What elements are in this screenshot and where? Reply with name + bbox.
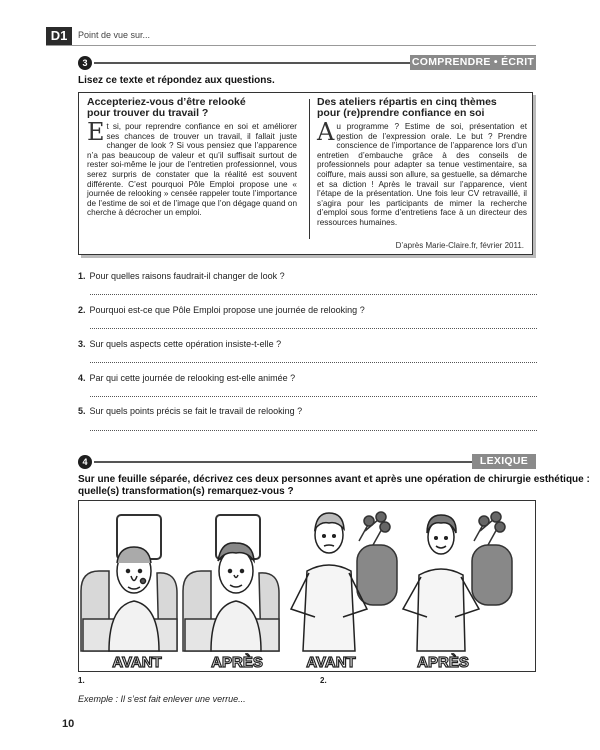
answer-line-3[interactable] xyxy=(90,361,537,363)
answer-line-2[interactable] xyxy=(90,327,537,329)
section-4-label: LEXIQUE xyxy=(472,454,536,469)
example-text: Exemple : Il s’est fait enlever une verrue... xyxy=(78,694,246,704)
article-left-text: t si, pour reprendre confiance en soi et améliorer ses chances de trouver un travail, il fallait juste changer de look ? Si vous pensiez que l’apparence n’a pas beaucoup de valeur et qu’il suffisait surtout de rester soi-même le jour de l’entretien professionnel, vous serez surpris de constater que la réalité est souvent différente. C’est pourquoi Pôle Emploi propose une « journée de relooking » censée rappeler toute l’importance de l’estime de soi et de l’image que l’on dégage quand on cherche à décrocher un emploi. xyxy=(87,122,297,218)
answer-line-4[interactable] xyxy=(90,395,537,397)
article-right-body xyxy=(317,118,527,228)
label-avant-2: AVANT xyxy=(306,654,356,671)
section-4-rule xyxy=(94,461,472,463)
chapter-subtitle: Point de vue sur... xyxy=(78,30,151,40)
section-3-label: COMPRENDRE • ÉCRIT xyxy=(411,56,535,68)
question-3: 3. Sur quels aspects cette opération insiste-t-elle ? xyxy=(78,339,282,349)
illustration xyxy=(79,501,536,672)
question-1: 1. Pour quelles raisons faudrait-il changer de look ? xyxy=(78,271,285,281)
man-after xyxy=(211,543,261,651)
section-3-rule xyxy=(94,62,410,64)
question-2: 2. Pourquoi est-ce que Pôle Emploi propose une journée de relooking ? xyxy=(78,305,365,315)
label-apres-2: APRÈS xyxy=(417,654,469,671)
flower-pot-1 xyxy=(357,512,397,605)
section-3-instruction: Lisez ce texte et répondez aux questions. xyxy=(78,75,275,86)
article-left xyxy=(87,97,297,218)
label-avant-1: AVANT xyxy=(112,654,162,671)
illustration-panel xyxy=(78,500,536,672)
answer-line-1[interactable] xyxy=(90,293,537,295)
article-source: D’après Marie-Claire.fr, février 2011. xyxy=(395,241,524,250)
section-4-number: 4 xyxy=(78,455,92,469)
label-apres-1: APRÈS xyxy=(211,654,263,671)
article-right-title: Des ateliers répartis en cinq thèmes xyxy=(317,96,497,108)
caption-2: 2. xyxy=(320,676,327,685)
caption-1: 1. xyxy=(78,676,85,685)
page-number: 10 xyxy=(62,718,75,730)
dropcap-left: E xyxy=(87,118,105,146)
dropcap-right: A xyxy=(317,118,335,146)
flower-pot-2 xyxy=(472,512,512,605)
question-4: 4. Par qui cette journée de relooking est-elle animée ? xyxy=(78,373,296,383)
section-3-number: 3 xyxy=(78,56,92,70)
man-before xyxy=(109,547,159,651)
woman-before xyxy=(291,513,367,651)
header-rule xyxy=(46,45,536,46)
column-divider xyxy=(309,99,310,239)
question-5: 5. Sur quels points précis se fait le travail de relooking ? xyxy=(78,406,303,416)
section-4-instruction-line1: Sur une feuille séparée, décrivez ces deux personnes avant et après une opération de chirurgie esthétique : xyxy=(78,474,590,485)
article-left-title: Accepteriez-vous d’être relooké xyxy=(87,96,246,108)
article-right xyxy=(317,97,527,228)
woman-after xyxy=(403,515,479,651)
article-left-body xyxy=(87,118,297,218)
chapter-tab: D1 xyxy=(46,27,72,45)
article-right-text: u programme ? Estime de soi, présentation et gestion de l’expression orale. Le but ? Prendre conscience de l’importance de l’apparence lors d’un entretien d’embauche grâce à des conseils de professionnels pour adapter sa tenue vestimentaire, sa coiffure, mais aussi son allure, sa gestuelle, sa démarche et sa diction ! Après le travail sur l’apparence, vient l’étape de la présentation. Une fois leur CV retravaillé, il s’agira pour les participants de mimer la recherche d’emploi sous forme d’entretiens face à un directeur des ressources humaines. xyxy=(317,122,527,227)
article-box xyxy=(78,92,533,255)
article-right-subtitle: pour (re)prendre confiance en soi xyxy=(317,107,485,119)
section-4-instruction-line2: quelle(s) transformation(s) remarquez-vous ? xyxy=(78,486,294,497)
answer-line-5[interactable] xyxy=(90,429,537,431)
article-left-subtitle: pour trouver du travail ? xyxy=(87,107,209,119)
